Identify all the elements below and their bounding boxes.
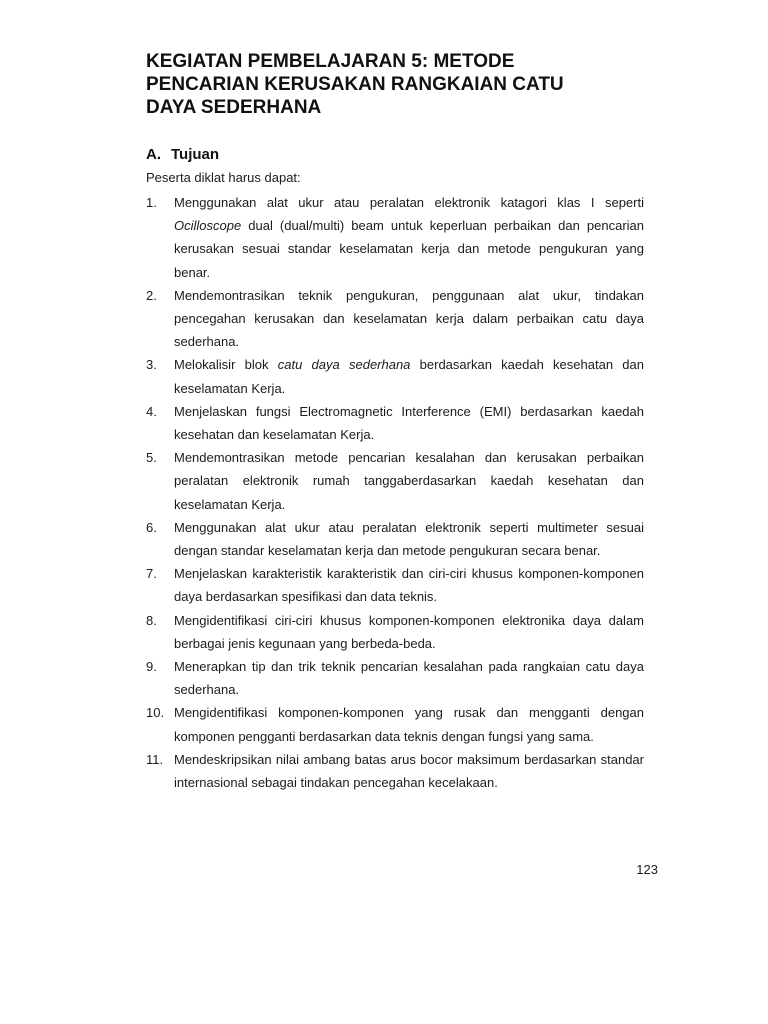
list-item bbox=[146, 446, 644, 516]
list-item-number: 5. bbox=[146, 450, 157, 466]
list-item bbox=[146, 748, 644, 794]
list-item bbox=[146, 516, 644, 562]
section-heading bbox=[146, 145, 219, 165]
text-segment: Mendeskripsikan nilai ambang batas arus bocor maksimum berdasarkan standar internasional sebagai tindakan pencegahan kecelakaan. bbox=[174, 751, 644, 791]
list-item-number: 8. bbox=[146, 612, 157, 628]
list-item bbox=[146, 609, 644, 655]
list-item-text bbox=[174, 520, 644, 558]
italic-term: catu daya sederhana bbox=[277, 357, 411, 373]
text-segment: Melokalisir blok bbox=[174, 357, 278, 373]
title-line: PENCARIAN KERUSAKAN RANGKAIAN CATU bbox=[146, 74, 564, 95]
text-segment: Mendemontrasikan metode pencarian kesalahan dan kerusakan perbaikan peralatan elektronik rumah tanggaberdasarkan kaedah kesehatan dan keselamatan Kerja. bbox=[174, 450, 644, 512]
italic-term: Ocilloscope bbox=[174, 218, 242, 234]
list-item-number: 11. bbox=[146, 751, 164, 767]
text-segment: Mengidentifikasi komponen-komponen yang rusak dan mengganti dengan komponen pengganti berdasarkan data teknis dengan fungsi yang sama. bbox=[174, 705, 644, 744]
list-item bbox=[146, 655, 644, 701]
page-number: 123 bbox=[636, 862, 658, 877]
text-segment: Mengidentifikasi ciri-ciri khusus komponen-komponen elektronika daya dalam berbagai jenis kegunaan yang berbeda-beda. bbox=[174, 612, 644, 651]
list-item-number: 10. bbox=[146, 705, 165, 721]
list-item-number: 4. bbox=[146, 403, 157, 419]
list-item-text bbox=[174, 752, 644, 790]
list-item bbox=[146, 701, 644, 747]
list-item-text bbox=[174, 705, 644, 743]
text-segment: berdasarkan kaedah kesehatan dan keselamatan Kerja. bbox=[174, 357, 644, 396]
section-letter: A. bbox=[146, 146, 161, 163]
objectives-list bbox=[146, 191, 644, 794]
list-item bbox=[146, 400, 644, 446]
section-heading-text: Tujuan bbox=[171, 146, 220, 163]
title-line: KEGIATAN PEMBELAJARAN 5: METODE bbox=[146, 51, 515, 72]
text-segment: Menerapkan tip dan trik teknik pencarian kesalahan pada rangkaian catu daya sederhana. bbox=[174, 659, 644, 698]
list-item-number: 2. bbox=[146, 287, 157, 303]
list-item-text bbox=[174, 659, 644, 697]
text-segment: Menggunakan alat ukur atau peralatan elektronik seperti multimeter sesuai dengan standar keselamatan kerja dan metode pengukuran secara benar. bbox=[174, 519, 644, 559]
list-item-text bbox=[174, 566, 644, 604]
list-item-text bbox=[174, 613, 644, 651]
list-item bbox=[146, 284, 644, 354]
text-segment: dual (dual/multi) beam untuk keperluan perbaikan dan pencarian kerusakan sesuai standar keselamatan kerja dan metode pengukuran yang benar. bbox=[174, 218, 644, 280]
list-item-text bbox=[174, 195, 644, 280]
intro-text: Peserta diklat harus dapat: bbox=[146, 170, 301, 185]
list-item bbox=[146, 353, 644, 399]
list-item-text bbox=[174, 404, 644, 442]
list-item-number: 1. bbox=[146, 195, 157, 210]
list-item bbox=[146, 562, 644, 608]
title-line: DAYA SEDERHANA bbox=[146, 97, 322, 118]
list-item-number: 9. bbox=[146, 659, 157, 675]
list-item-number: 6. bbox=[146, 519, 157, 535]
text-segment: Mendemontrasikan teknik pengukuran, penggunaan alat ukur, tindakan pencegahan kerusakan dan keselamatan kerja dalam perbaikan catu daya sederhana. bbox=[174, 287, 644, 350]
text-segment: Menggunakan alat ukur atau peralatan elektronik katagori klas I seperti bbox=[174, 195, 644, 210]
list-item-number: 3. bbox=[146, 357, 157, 373]
list-item-number: 7. bbox=[146, 566, 157, 582]
list-item bbox=[146, 191, 644, 284]
list-item-text bbox=[174, 288, 644, 349]
text-segment: Menjelaskan karakteristik karakteristik dan ciri-ciri khusus komponen-komponen daya berdasarkan spesifikasi dan data teknis. bbox=[174, 566, 644, 605]
page-title bbox=[146, 50, 666, 119]
text-segment: Menjelaskan fungsi Electromagnetic Interference (EMI) berdasarkan kaedah kesehatan dan keselamatan Kerja. bbox=[174, 403, 644, 443]
list-item-text bbox=[174, 450, 644, 511]
list-item-text bbox=[174, 357, 644, 395]
